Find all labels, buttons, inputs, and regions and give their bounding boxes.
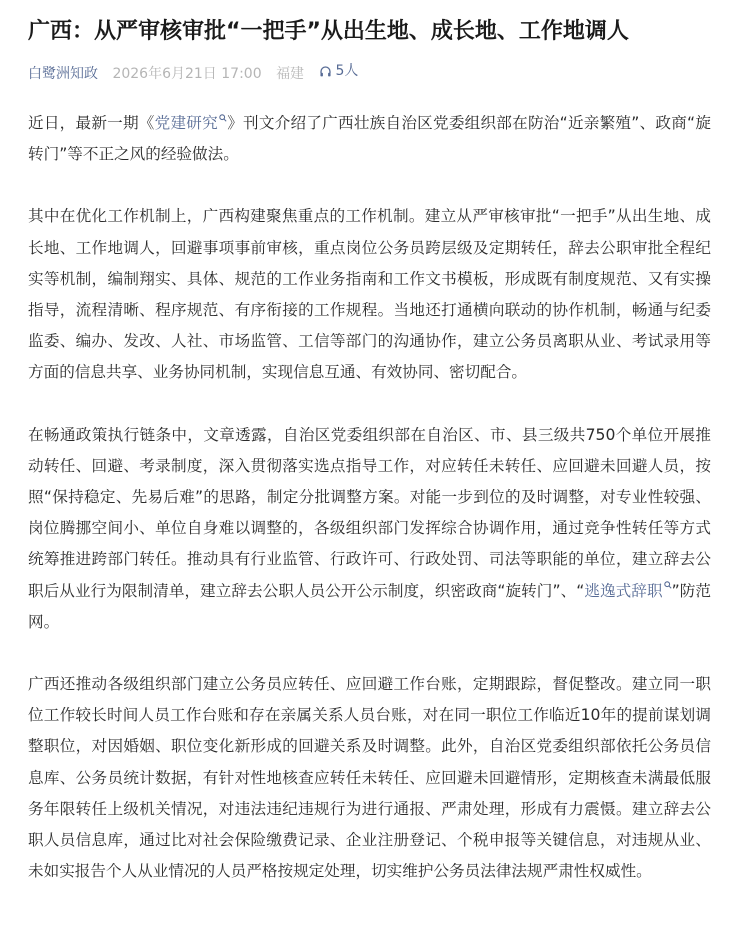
location-label: 福建: [276, 65, 305, 82]
keyword-link-text: 党建研究: [154, 114, 218, 132]
publish-date: 2026年6月21日 17:00: [112, 65, 262, 82]
paragraph-text: 近日，最新一期《: [28, 114, 155, 132]
author-link[interactable]: 白鹭洲知政: [28, 65, 98, 82]
search-icon: [219, 114, 227, 122]
keyword-link-dangjian[interactable]: [155, 114, 227, 132]
paragraph-2: 其中在优化工作机制上，广西构建聚焦重点的工作机制。建立从严审核审批“一把手”从出生地、成长地、工作地调人，回避事项事前审核，重点岗位公务员跨层级及定期转任，辞去公职审批全程纪实等机制，编制翔实、具体、规范的工作业务指南和工作文书模板，形成既有制度规范、又有实操指导，流程清晰、程序规范、有序衔接的工作规程。当地还打通横向联动的协作机制，畅通与纪委监委、编办、发改、人社、市场监管、工信等部门的沟通协作，建立公务员离职从业、考试录用等方面的信息共享、业务协同机制，实现信息互通、有效协同、密切配合。: [28, 207, 711, 382]
headphones-icon: [319, 65, 332, 78]
paragraph-1: [28, 108, 711, 170]
search-icon: [664, 581, 672, 589]
article-meta: [28, 60, 711, 82]
article-body: [28, 108, 711, 887]
article-title: 广西：从严审核审批“一把手”从出生地、成长地、工作地调人: [28, 19, 629, 44]
paragraph-text: 在畅通政策执行链条中，文章透露，自治区党委组织部在自治区、市、县三级共750个单位开展推动转任、回避、考录制度，深入贯彻落实选点指导工作，对应转任未转任、应回避未回避人员，按照“保持稳定、先易后难”的思路，制定分批调整方案。对能一步到位的及时调整，对专业性较强、岗位腾挪空间小、单位自身难以调整的，各级组织部门发挥综合协调作用，通过竞争性转任等方式统筹推进跨部门转任。推动具有行业监管、行政许可、行政处罚、司法等职能的单位，建立辞去公职后从业行为限制清单，建立辞去公职人员公开公示制度，织密政商“旋转门”、“: [28, 425, 711, 600]
paragraph-3: [28, 420, 711, 638]
listen-button[interactable]: [319, 60, 359, 82]
keyword-link-taoyi[interactable]: [584, 582, 671, 600]
article: [28, 14, 711, 918]
paragraph-4: 广西还推动各级组织部门建立公务员应转任、应回避工作台账，定期跟踪，督促整改。建立同一职位工作较长时间人员工作台账和存在亲属关系人员台账，对在同一职位工作临近10年的提前谋划调整职位，对因婚姻、职位变化新形成的回避关系及时调整。此外，自治区党委组织部依托公务员信息库、公务员统计数据，有针对性地核查应转任未转任、应回避未回避情形，定期核查未满最低服务年限转任上级机关情况，对违法违纪违规行为进行通报、严肃处理，形成有力震慑。建立辞去公职人员信息库，通过比对社会保险缴费记录、企业注册登记、个税申报等关键信息，对违规从业、未如实报告个人从业情况的人员严格按规定处理，切实维护公务员法律法规严肃性权威性。: [28, 675, 711, 881]
keyword-link-text: 逃逸式辞职: [584, 581, 663, 600]
paragraph-text: ”防范网。: [28, 581, 711, 631]
paragraph-text: 》刊文介绍了广西壮族自治区党委组织部在防治“近亲繁殖”、政商“旋转门”等不正之风的经验做法。: [28, 114, 711, 164]
listen-count: 5人: [335, 63, 359, 79]
